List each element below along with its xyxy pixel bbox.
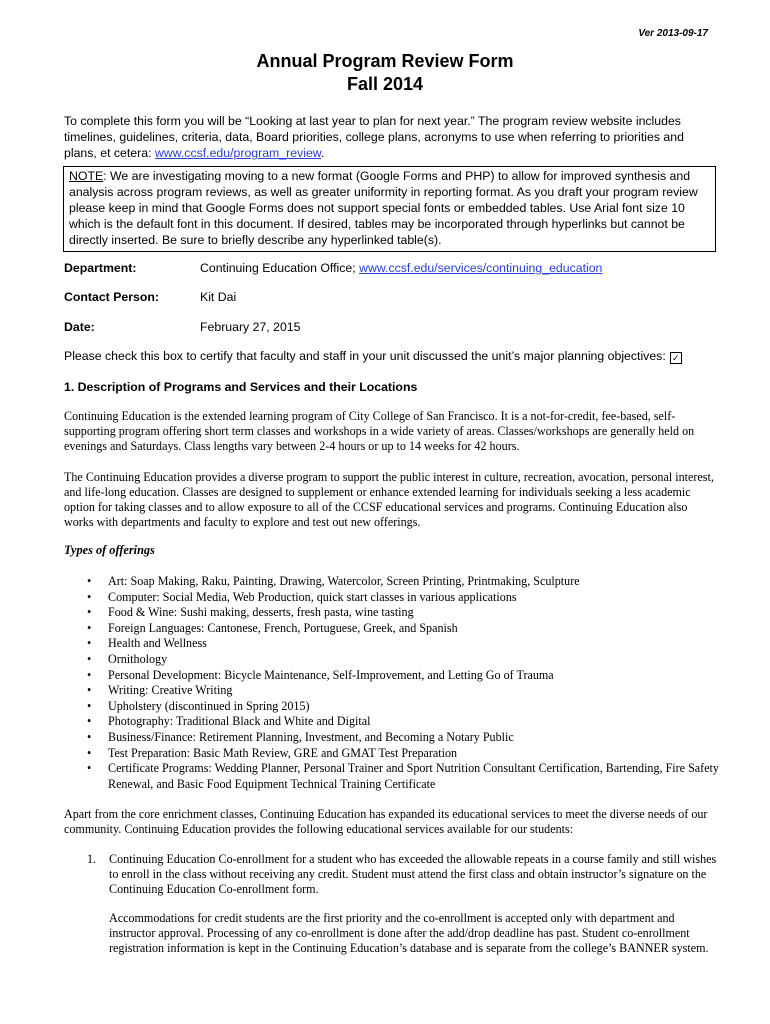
program-review-link[interactable]: www.ccsf.edu/program_review [154, 146, 321, 160]
offering-text: Art: Soap Making, Raku, Painting, Drawing, Watercolor, Screen Printing, Printmaking, Sculpture [108, 574, 580, 588]
list-item [62, 683, 722, 699]
offering-text: Test Preparation: Basic Math Review, GRE and GMAT Test Preparation [108, 745, 458, 760]
department-value [200, 261, 602, 275]
offering-text: Ornithology [108, 651, 168, 666]
bullet-icon: • [87, 683, 92, 698]
offering-text: Foreign Languages: Cantonese, French, Portuguese, Greek, and Spanish [108, 620, 458, 635]
bullet-icon: • [87, 574, 92, 588]
list-item [62, 761, 722, 792]
item-1-subparagraph: Accommodations for credit students are the first priority and the co-enrollment is accepted only with department and instructor approval. Processing of any co-enrollment is done after the add/drop deadline has past. Student co-enrollment registration information is kept in the Continuing Education’s database and is separate from the college’s BANNER system. [109, 911, 709, 955]
bullet-icon: • [87, 761, 92, 776]
offering-text: Health and Wellness [108, 636, 207, 651]
certify-checkbox[interactable] [670, 352, 682, 364]
item-number: 1. [87, 852, 97, 866]
bullet-icon: • [87, 620, 92, 635]
note-box [63, 166, 716, 252]
continuing-education-link[interactable]: www.ccsf.edu/services/continuing_education [359, 261, 603, 275]
date-label: Date: [64, 320, 95, 334]
list-item [62, 699, 722, 715]
page-subtitle: Fall 2014 [346, 74, 424, 94]
description-paragraph-2: The Continuing Education provides a diverse program to support the public interest in culture, recreation, avocation, personal interest, and life-long education. Classes are designed to supplement or enhance extended learning for individuals seeking a less academic option for taking classes and to allow exposure to all of the CCSF educational services and programs. Continuing Education also works with departments and faculty to explore and test out new offerings. [64, 470, 714, 529]
bullet-icon: • [87, 729, 92, 744]
note-label: NOTE [69, 169, 104, 183]
intro-end: . [321, 146, 325, 160]
list-item [62, 668, 722, 684]
department-text: Continuing Education Office; [200, 261, 360, 275]
list-item [62, 605, 722, 621]
list-item [62, 714, 722, 730]
version-label: Ver 2013-09-17 [638, 28, 708, 39]
certify-row [64, 349, 682, 364]
offering-text: Computer: Social Media, Web Production, quick start classes in various applications [108, 589, 517, 604]
bullet-icon: • [87, 714, 92, 729]
offering-text: Photography: Traditional Black and White and Digital [108, 714, 371, 729]
list-item [62, 652, 722, 668]
bullet-icon: • [87, 745, 92, 760]
department-label: Department: [64, 261, 137, 275]
bullet-icon: • [87, 667, 92, 682]
offering-text: Food & Wine: Sushi making, desserts, fresh pasta, wine tasting [108, 605, 414, 620]
offering-text: Upholstery (discontinued in Spring 2015) [108, 698, 310, 713]
section-1-heading: 1. Description of Programs and Services and their Locations [64, 380, 418, 394]
item-1-text: Continuing Education Co-enrollment for a student who has exceeded the allowable repeats in a course family and still wishes to enroll in the class without receiving any credit. Student must attend the first class and obtain instructor’s signature on the Continuing Education Co-enrollment form. [109, 852, 717, 896]
bullet-icon: • [87, 651, 92, 666]
intro-paragraph [64, 113, 714, 161]
note-text: : We are investigating moving to a new format (Google Forms and PHP) to allow for improved synthesis and analysis across program reviews, as well as greater uniformity in reporting format. As you draft your program review please keep in mind that Google Forms does not support special fonts or embedded tables. Use Arial font size 10 which is the default font in this document. If desired, tables may be incorporated through hyperlinks but cannot be directly inserted. Be sure to briefly describe any hyperlinked table(s). [69, 169, 698, 247]
offering-text: Writing: Creative Writing [108, 683, 233, 698]
intro-text: To complete this form you will be “Looking at last year to plan for next year.” The program review website includes timelines, guidelines, criteria, data, Board priorities, college plans, acronyms to use when referring to priorities and plans, et cetera: [64, 114, 684, 160]
offerings-list [62, 574, 722, 792]
description-paragraph-1: Continuing Education is the extended learning program of City College of San Francisco. It is a not-for-credit, fee-based, self-supporting program offering short term classes and workshops in a wide variety of areas. Classes/workshops are generally held on evenings and Saturdays. Class lengths vary between 2-4 hours or up to 14 weeks for 42 hours. [64, 409, 695, 453]
contact-label: Contact Person: [64, 290, 159, 304]
offering-text: Business/Finance: Retirement Planning, Investment, and Becoming a Notary Public [108, 729, 514, 744]
page-title: Annual Program Review Form [256, 51, 514, 71]
bullet-icon: • [87, 636, 92, 651]
checkmark-icon: ✓ [671, 353, 680, 363]
contact-value: Kit Dai [200, 290, 237, 304]
bullet-icon: • [87, 605, 92, 620]
list-item [62, 636, 722, 652]
list-item [62, 746, 722, 762]
bullet-icon: • [87, 698, 92, 713]
types-of-offerings-heading: Types of offerings [64, 543, 155, 557]
list-item [62, 574, 722, 590]
numbered-item-1 [87, 852, 717, 897]
offering-text: Certificate Programs: Wedding Planner, Personal Trainer and Sport Nutrition Consultant Certification, Bartending, Fire Safety Renewal, and Basic Food Equipment Technical Training Certificate [108, 761, 719, 791]
date-value: February 27, 2015 [200, 320, 301, 334]
certify-text: Please check this box to certify that faculty and staff in your unit discussed the unit’s major planning objectives: [64, 349, 666, 363]
services-paragraph: Apart from the core enrichment classes, Continuing Education has expanded its educational services to meet the diverse needs of our community. Continuing Education provides the following educational services available for our students: [64, 807, 708, 836]
bullet-icon: • [87, 589, 92, 604]
list-item [62, 590, 722, 606]
list-item [62, 621, 722, 637]
list-item [62, 730, 722, 746]
offering-text: Personal Development: Bicycle Maintenance, Self-Improvement, and Letting Go of Trauma [108, 667, 554, 682]
